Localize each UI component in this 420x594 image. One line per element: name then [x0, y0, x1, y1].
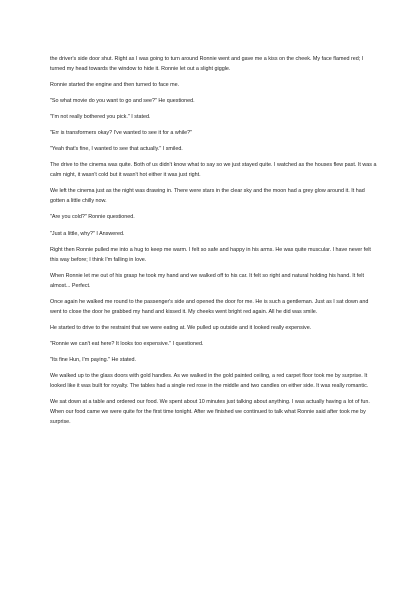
paragraph: We left the cinema just as the night was drawing in. There were stars in the clear sky and the moon had a grey glow around it. It had gotten a little chilly now. [50, 188, 365, 205]
paragraph: We sat down at a table and ordered our food. We spent about 10 minutes just talking about anything. I was actually having a lot of fun. When our food came we were quite for the first time tonight. After we finished we continued to talk what Ronnie said after took me by surprise. [50, 398, 370, 425]
paragraph: When Ronnie let me out of his grasp he took my hand and we walked off to his car. It felt so right and natural holding his hand. It felt almost... Perfect. [50, 272, 364, 289]
paragraph: "Ronnie we can't eat here? It looks too expensive." I questioned. [50, 340, 204, 347]
paragraph: "So what movie do you want to go and see?" He questioned. [50, 98, 195, 105]
paragraph: "Its fine Hun, I'm paying." He stated. [50, 356, 137, 363]
paragraph: Right then Ronnie pulled me into a hug to keep me warm. I felt so safe and happy in his arms. He was quite muscular. I have never felt this way before; I think I'm falling in love. [50, 246, 371, 263]
document-body [50, 55, 380, 434]
paragraph: "Are you cold?" Ronnie questioned. [50, 214, 135, 221]
paragraph: Once again he walked me round to the passenger's side and opened the door for me. He is such a gentleman. Just as I sat down and went to close the door he grabbed my hand and kissed it. My cheeks went bright red again. All he did was smile. [50, 298, 369, 315]
paragraph: He started to drive to the restraint that we were eating at. We pulled up outside and it looked really expensive. [50, 324, 312, 331]
paragraph: "Yeah that's fine, I wanted to see that actually." I smiled. [50, 146, 183, 153]
paragraph: "Just a little, why?" I Answered. [50, 230, 125, 237]
paragraph: "I'm not really bothered you pick." I stated. [50, 114, 151, 121]
paragraph: The drive to the cinema was quite. Both of us didn't know what to say so we just stayed quite. I watched as the houses flew past. It was a calm night, it wasn't cold but it wasn't hot either it was just right. [50, 162, 377, 179]
paragraph: Ronnie started the engine and then turned to face me. [50, 82, 180, 88]
paragraph: We walked up to the glass doors with gold handles. As we walked in the gold painted ceiling, a red carpet floor took me by surprise. It looked like it was built for royalty. The tables had a single red rose in the middle and two candles on either side. It was really romantic. [50, 372, 369, 389]
paragraph: the driver's side door shut. Right as I was going to turn around Ronnie went and gave me a kiss on the cheek. My face flamed red; I turned my head towards the window to hide it. Ronnie let out a slight giggle. [50, 56, 364, 72]
paragraph: "Err is transformers okay? I've wanted to see it for a while?" [50, 130, 193, 137]
